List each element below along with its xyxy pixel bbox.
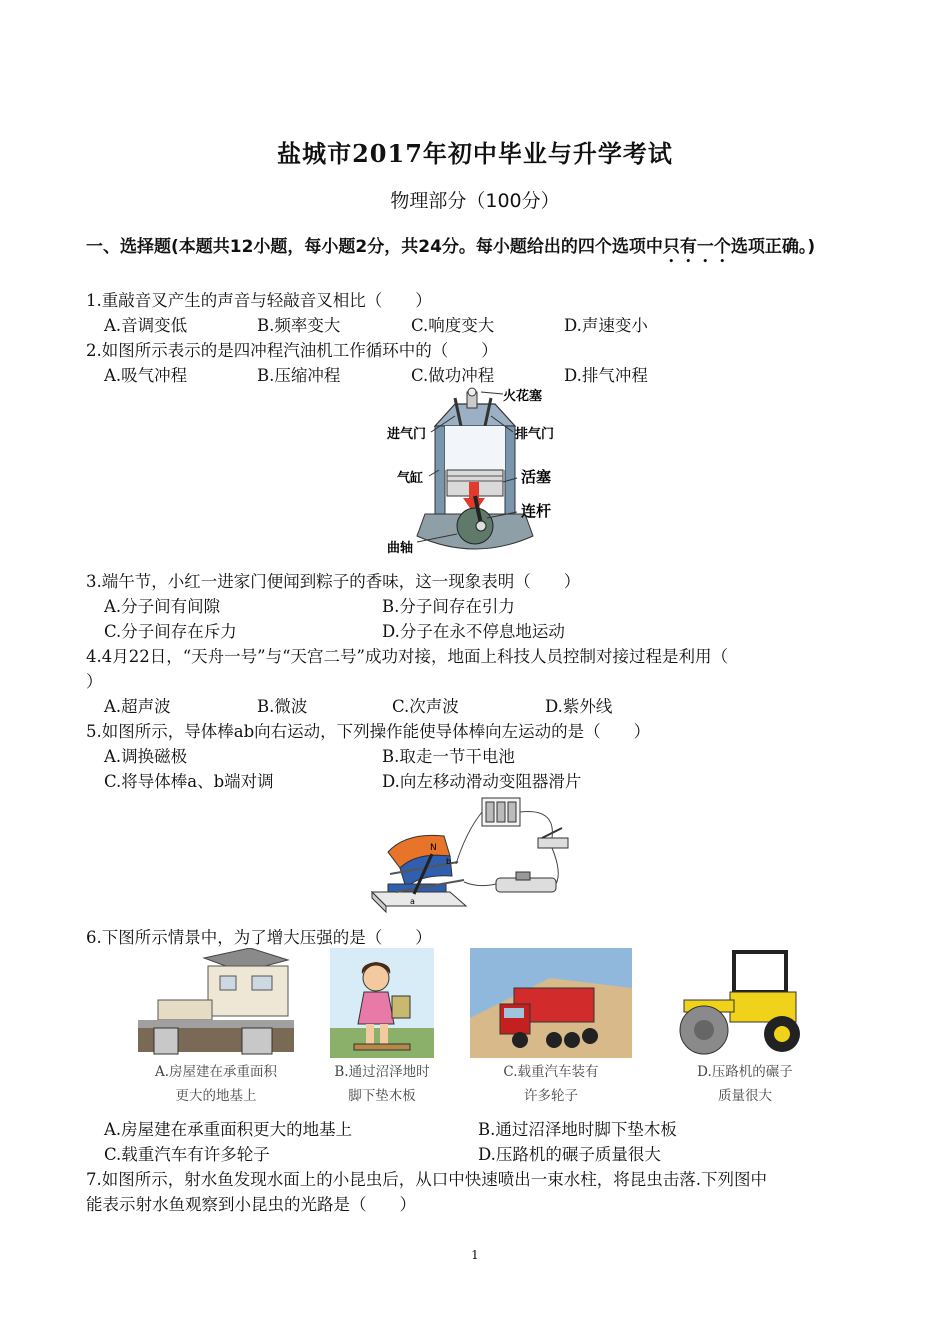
q6-option-b: B.通过沼泽地时脚下垫木板 — [478, 1120, 677, 1139]
caption-a-line2: 更大的地基上 — [175, 1088, 257, 1104]
q4-option-a: A.超声波 — [104, 697, 171, 716]
q4-option-b: B.微波 — [257, 697, 308, 716]
q4-stem: 4.4月22日，“天舟一号”与“天宫二号”成功对接，地面上科技人员控制对接过程是利用（ — [86, 647, 728, 666]
caption-a-line1: A.房屋建在承重面积 — [154, 1064, 278, 1080]
label-connecting-rod: 连杆 — [521, 502, 552, 520]
q2-option-b: B.压缩冲程 — [257, 366, 341, 385]
q1-option-a: A.音调变低 — [104, 316, 188, 335]
truck-many-wheels-image — [470, 948, 632, 1058]
q3-option-b: B.分子间存在引力 — [382, 597, 515, 616]
q5-option-d: D.向左移动滑动变阻器滑片 — [382, 772, 582, 791]
q3-option-d: D.分子在永不停息地运动 — [382, 622, 565, 641]
label-spark-plug: 火花塞 — [503, 389, 543, 404]
q1-option-d: D.声速变小 — [564, 316, 648, 335]
label-rod-a: a — [410, 897, 415, 906]
q5-option-a: A.调换磁极 — [104, 747, 188, 766]
q5-option-c: C.将导体棒a、b端对调 — [104, 772, 274, 791]
q6-option-c: C.载重汽车有许多轮子 — [104, 1145, 270, 1164]
q5-option-b: B.取走一节干电池 — [382, 747, 515, 766]
q1-option-c: C.响度变大 — [411, 316, 495, 335]
q3-option-a: A.分子间有间隙 — [104, 597, 221, 616]
q7-stem: 7.如图所示，射水鱼发现水面上的小昆虫后，从口中快速喷出一束水柱，将昆虫击落.下列图中 — [86, 1170, 767, 1189]
q2-option-c: C.做功冲程 — [411, 366, 495, 385]
q4-option-d: D.紫外线 — [545, 697, 613, 716]
girl-wooden-board-image — [330, 948, 434, 1058]
q2-option-a: A.吸气冲程 — [104, 366, 188, 385]
q2-option-d: D.排气冲程 — [564, 366, 648, 385]
q4-stem-continued: ） — [86, 672, 103, 691]
q1-option-b: B.频率变大 — [257, 316, 341, 335]
caption-c-line1: C.载重汽车装有 — [503, 1064, 599, 1080]
label-exhaust-valve: 排气门 — [515, 427, 555, 442]
caption-b-line1: B.通过沼泽地时 — [334, 1064, 430, 1080]
circuit-diagram — [366, 792, 576, 914]
label-magnet-n: N — [430, 843, 437, 853]
q2-stem: 2.如图所示表示的是四冲程汽油机工作循环中的（ ） — [86, 341, 498, 360]
road-roller-image — [660, 948, 814, 1058]
q4-option-c: C.次声波 — [392, 697, 459, 716]
label-piston: 活塞 — [521, 468, 552, 486]
caption-d-line2: 质量很大 — [718, 1088, 772, 1104]
page-number: 1 — [471, 1248, 479, 1262]
caption-d-line1: D.压路机的碾子 — [697, 1064, 793, 1080]
house-foundation-image — [138, 948, 294, 1058]
section-emphasis: 只有一个 — [662, 237, 731, 257]
q5-stem: 5.如图所示，导体棒ab向右运动，下列操作能使导体棒向左运动的是（ ） — [86, 722, 651, 741]
section-text-before: 一、选择题(本题共12小题，每小题2分，共24分。每小题给出的四个选项中 — [86, 237, 663, 257]
q6-option-a: A.房屋建在承重面积更大的地基上 — [104, 1120, 353, 1139]
q6-option-d: D.压路机的碾子质量很大 — [478, 1145, 661, 1164]
section-heading — [86, 234, 876, 267]
q7-stem-continued: 能表示射水鱼观察到小昆虫的光路是（ ） — [86, 1195, 416, 1214]
caption-b — [310, 1060, 454, 1108]
caption-c — [470, 1060, 632, 1108]
caption-b-line2: 脚下垫木板 — [348, 1088, 416, 1104]
q1-stem: 1.重敲音叉产生的声音与轻敲音叉相比（ ） — [86, 291, 432, 310]
q3-option-c: C.分子间存在斥力 — [104, 622, 237, 641]
caption-c-line2: 许多轮子 — [524, 1088, 578, 1104]
caption-a — [130, 1060, 302, 1108]
section-text-after: 选项正确。) — [730, 237, 816, 257]
label-cylinder: 气缸 — [397, 471, 424, 486]
label-rod-b: b — [446, 857, 452, 866]
label-intake-valve: 进气门 — [387, 427, 427, 442]
exam-title: 盐城市2017年初中毕业与升学考试 — [277, 139, 673, 168]
label-crankshaft: 曲轴 — [387, 541, 414, 556]
q3-stem: 3.端午节，小红一进家门便闻到粽子的香味，这一现象表明（ ） — [86, 572, 581, 591]
q6-stem: 6.下图所示情景中，为了增大压强的是（ ） — [86, 928, 432, 947]
engine-diagram — [383, 386, 568, 558]
exam-subtitle: 物理部分（100分） — [390, 190, 560, 212]
caption-d — [660, 1060, 830, 1108]
